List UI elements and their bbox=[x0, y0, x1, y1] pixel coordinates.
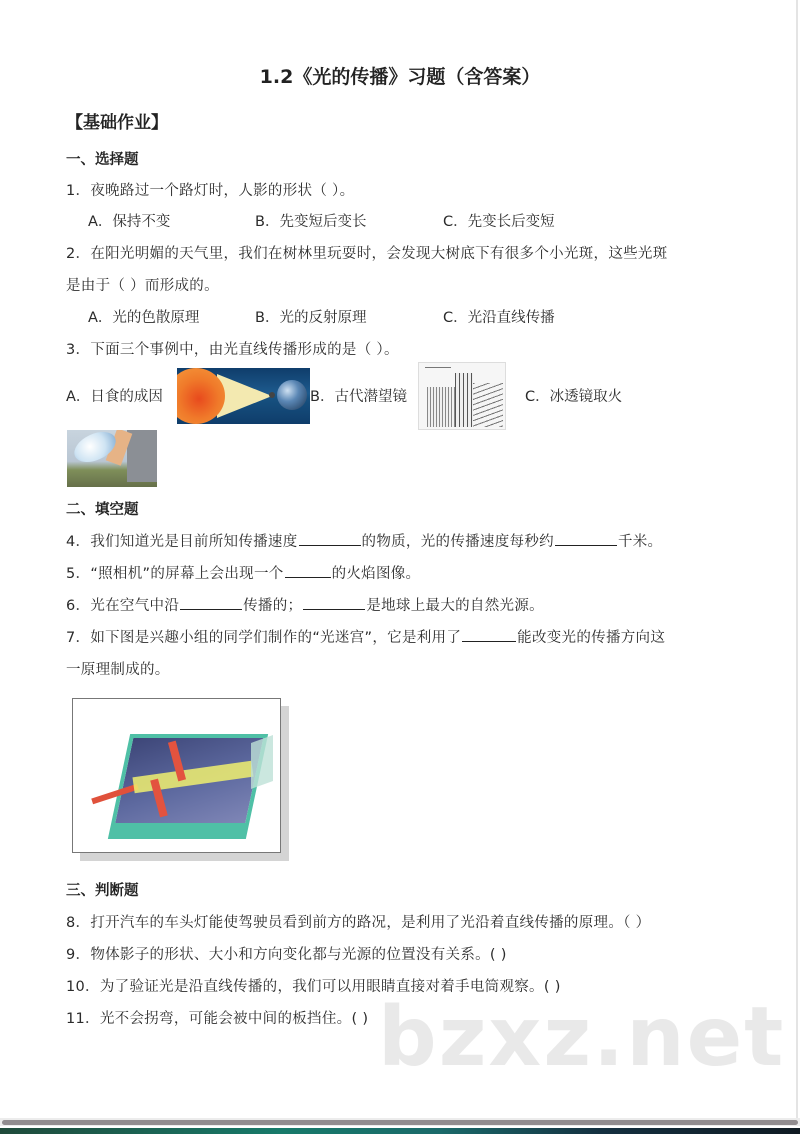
tree-sketch bbox=[127, 430, 157, 482]
q6-text-3: 是地球上最大的自然光源。 bbox=[366, 598, 544, 614]
q7-text-2: 能改变光的传播方向这 bbox=[517, 630, 666, 646]
question-6 bbox=[66, 594, 544, 615]
question-10: 10．为了验证光是沿直线传播的，我们可以用眼睛直接对着手电筒观察。( ) bbox=[66, 979, 561, 995]
watermark: bzxz.net bbox=[378, 990, 786, 1085]
question-9: 9．物体影子的形状、大小和方向变化都与光源的位置没有关系。( ) bbox=[66, 947, 507, 963]
screen-panel bbox=[251, 735, 273, 789]
q1-option-c: C．先变长后变短 bbox=[443, 214, 555, 230]
question-8: 8．打开汽车的车头灯能使驾驶员看到前方的路况，是利用了光沿着直线传播的原理。（ ） bbox=[66, 915, 651, 931]
q7-text-1: 7．如下图是兴趣小组的同学们制作的“光迷宫”，它是利用了 bbox=[66, 630, 462, 646]
question-2-line1: 2．在阳光明媚的天气里，我们在树林里玩耍时，会发现大树底下有很多个小光斑，这些光斑 bbox=[66, 246, 668, 262]
q4-text-3: 千米。 bbox=[617, 534, 663, 550]
q3-option-c: C．冰透镜取火 bbox=[525, 389, 623, 405]
tower-sketch bbox=[455, 373, 473, 427]
q6-blank-2 bbox=[303, 595, 365, 610]
section-heading-fill-blank: 二、填空题 bbox=[66, 502, 139, 518]
cloud-sketch bbox=[425, 367, 451, 373]
q2-option-a: A．光的色散原理 bbox=[88, 310, 200, 326]
ancient-periscope-image bbox=[418, 362, 506, 430]
q5-text-1: 5．“照相机”的屏幕上会出现一个 bbox=[66, 566, 284, 582]
q4-text-1: 4．我们知道光是目前所知传播速度 bbox=[66, 534, 298, 550]
earth-shape bbox=[277, 380, 307, 410]
q7-blank bbox=[462, 627, 516, 642]
q2-option-b: B．光的反射原理 bbox=[255, 310, 367, 326]
question-4 bbox=[66, 530, 662, 551]
question-7-line1 bbox=[66, 626, 665, 647]
light-maze-image bbox=[72, 698, 281, 853]
q3-option-a: A．日食的成因 bbox=[66, 389, 163, 405]
q3-option-b: B．古代潜望镜 bbox=[310, 389, 407, 405]
q5-text-2: 的火焰图像。 bbox=[331, 566, 421, 582]
q4-blank-2 bbox=[555, 531, 617, 546]
section-label: 【基础作业】 bbox=[66, 113, 168, 133]
question-7-line2: 一原理制成的。 bbox=[66, 662, 170, 678]
moon-shape bbox=[269, 392, 275, 398]
solar-eclipse-image bbox=[177, 368, 310, 424]
q6-blank-1 bbox=[180, 595, 242, 610]
q6-text-2: 传播的； bbox=[243, 598, 303, 614]
q5-blank bbox=[285, 563, 331, 578]
ice-lens-image bbox=[67, 430, 157, 487]
roof-sketch bbox=[473, 383, 503, 427]
question-2-line2: 是由于（ ）而形成的。 bbox=[66, 278, 219, 294]
q4-blank-1 bbox=[299, 531, 361, 546]
question-5 bbox=[66, 562, 420, 583]
scrollbar-thumb[interactable] bbox=[2, 1120, 798, 1125]
q2-option-c: C．光沿直线传播 bbox=[443, 310, 555, 326]
wall-sketch bbox=[427, 387, 455, 427]
section-heading-multiple-choice: 一、选择题 bbox=[66, 152, 139, 168]
q1-option-a: A．保持不变 bbox=[88, 214, 171, 230]
question-1: 1．夜晚路过一个路灯时，人影的形状（ ）。 bbox=[66, 183, 355, 199]
q1-option-b: B．先变短后变长 bbox=[255, 214, 367, 230]
question-3: 3．下面三个事例中，由光直线传播形成的是（ ）。 bbox=[66, 342, 399, 358]
page-title: 1.2《光的传播》习题（含答案） bbox=[259, 66, 541, 88]
question-11: 11．光不会拐弯，可能会被中间的板挡住。( ) bbox=[66, 1011, 369, 1027]
taskbar-strip bbox=[0, 1128, 800, 1134]
section-heading-true-false: 三、判断题 bbox=[66, 883, 139, 899]
light-cone bbox=[217, 374, 272, 418]
q6-text-1: 6．光在空气中沿 bbox=[66, 598, 180, 614]
q4-text-2: 的物质，光的传播速度每秒约 bbox=[361, 534, 554, 550]
